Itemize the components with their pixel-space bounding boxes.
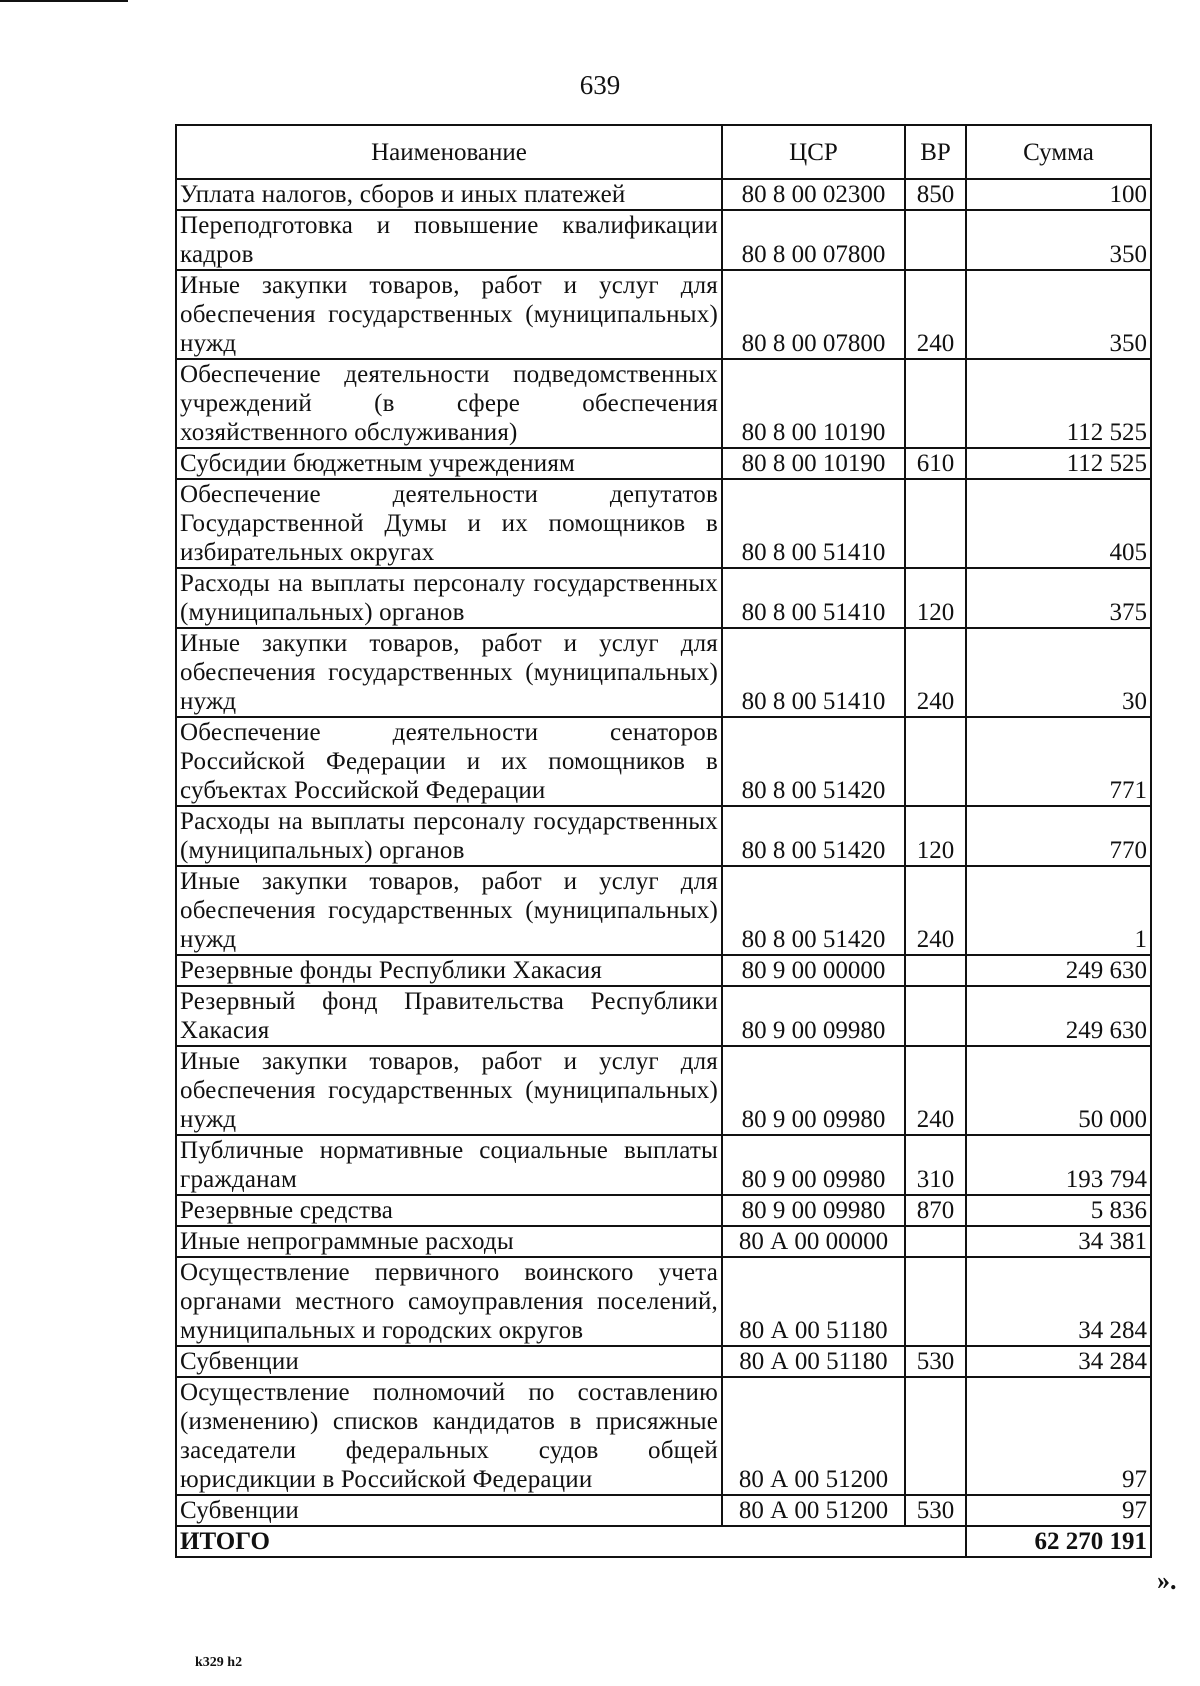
corner-scan-mark <box>0 0 128 2</box>
row-sum: 350 <box>966 270 1151 359</box>
table-row <box>176 955 1151 986</box>
row-sum: 97 <box>966 1377 1151 1495</box>
row-sum: 249 630 <box>966 955 1151 986</box>
total-label: ИТОГО <box>176 1526 966 1557</box>
row-vr: 530 <box>905 1495 966 1526</box>
row-name: Публичные нормативные социальные выплаты гражданам <box>176 1135 722 1195</box>
table-row <box>176 210 1151 270</box>
row-sum: 50 000 <box>966 1046 1151 1135</box>
total-sum: 62 270 191 <box>966 1526 1151 1557</box>
row-sum: 405 <box>966 479 1151 568</box>
row-csr: 80 9 00 09980 <box>722 1195 905 1226</box>
row-name: Иные закупки товаров, работ и услуг для обеспечения государственных (муниципальных) нужд <box>176 270 722 359</box>
table-row <box>176 806 1151 866</box>
row-name: Расходы на выплаты персоналу государственных (муниципальных) органов <box>176 806 722 866</box>
row-csr: 80 А 00 51200 <box>722 1495 905 1526</box>
row-name: Резервные фонды Республики Хакасия <box>176 955 722 986</box>
table-row <box>176 866 1151 955</box>
row-csr: 80 9 00 09980 <box>722 986 905 1046</box>
row-vr <box>905 717 966 806</box>
row-sum: 5 836 <box>966 1195 1151 1226</box>
row-sum: 770 <box>966 806 1151 866</box>
budget-table <box>175 124 1152 1558</box>
row-name: Расходы на выплаты персоналу государственных (муниципальных) органов <box>176 568 722 628</box>
row-vr: 850 <box>905 179 966 210</box>
row-csr: 80 8 00 10190 <box>722 448 905 479</box>
row-name: Обеспечение деятельности подведомственных учреждений (в сфере обеспечения хозяйственного обслуживания) <box>176 359 722 448</box>
header-csr: ЦСР <box>722 125 905 179</box>
row-csr: 80 8 00 51410 <box>722 479 905 568</box>
row-sum: 34 381 <box>966 1226 1151 1257</box>
row-vr: 240 <box>905 1046 966 1135</box>
row-sum: 30 <box>966 628 1151 717</box>
row-vr: 240 <box>905 628 966 717</box>
row-name: Резервные средства <box>176 1195 722 1226</box>
row-name: Уплата налогов, сборов и иных платежей <box>176 179 722 210</box>
row-csr: 80 8 00 10190 <box>722 359 905 448</box>
row-vr: 120 <box>905 568 966 628</box>
table-body <box>176 179 1151 1526</box>
row-csr: 80 8 00 51410 <box>722 568 905 628</box>
row-name: Субвенции <box>176 1495 722 1526</box>
row-vr <box>905 1226 966 1257</box>
row-csr: 80 8 00 02300 <box>722 179 905 210</box>
table-row <box>176 1346 1151 1377</box>
table-row <box>176 1135 1151 1195</box>
table-row <box>176 1226 1151 1257</box>
table-row <box>176 1377 1151 1495</box>
row-sum: 375 <box>966 568 1151 628</box>
row-sum: 34 284 <box>966 1257 1151 1346</box>
row-vr <box>905 479 966 568</box>
row-csr: 80 А 00 00000 <box>722 1226 905 1257</box>
table-row <box>176 628 1151 717</box>
row-name: Иные непрограммные расходы <box>176 1226 722 1257</box>
row-name: Резервный фонд Правительства Республики Хакасия <box>176 986 722 1046</box>
row-sum: 97 <box>966 1495 1151 1526</box>
row-sum: 34 284 <box>966 1346 1151 1377</box>
row-sum: 771 <box>966 717 1151 806</box>
table-row <box>176 479 1151 568</box>
row-vr: 310 <box>905 1135 966 1195</box>
row-name: Переподготовка и повышение квалификации кадров <box>176 210 722 270</box>
table-row <box>176 1257 1151 1346</box>
row-csr: 80 9 00 00000 <box>722 955 905 986</box>
row-sum: 249 630 <box>966 986 1151 1046</box>
row-sum: 193 794 <box>966 1135 1151 1195</box>
row-vr: 530 <box>905 1346 966 1377</box>
row-name: Осуществление первичного воинского учета органами местного самоуправления поселений, муниципальных и городских округов <box>176 1257 722 1346</box>
table-row <box>176 1195 1151 1226</box>
row-vr <box>905 1377 966 1495</box>
row-sum: 100 <box>966 179 1151 210</box>
header-name: Наименование <box>176 125 722 179</box>
table-header-row <box>176 125 1151 179</box>
row-vr <box>905 210 966 270</box>
table-row <box>176 568 1151 628</box>
row-sum: 112 525 <box>966 448 1151 479</box>
row-sum: 350 <box>966 210 1151 270</box>
closing-quote: ». <box>1157 1566 1177 1595</box>
total-row <box>176 1526 1151 1557</box>
row-sum: 112 525 <box>966 359 1151 448</box>
row-csr: 80 А 00 51180 <box>722 1257 905 1346</box>
row-vr <box>905 955 966 986</box>
table-row <box>176 1495 1151 1526</box>
row-vr <box>905 1257 966 1346</box>
row-csr: 80 8 00 07800 <box>722 210 905 270</box>
row-csr: 80 8 00 51420 <box>722 717 905 806</box>
row-vr <box>905 986 966 1046</box>
header-vr: ВР <box>905 125 966 179</box>
row-vr: 120 <box>905 806 966 866</box>
row-csr: 80 9 00 09980 <box>722 1046 905 1135</box>
page-number: 639 <box>579 70 621 100</box>
row-vr: 240 <box>905 270 966 359</box>
table-row <box>176 359 1151 448</box>
row-name: Обеспечение деятельности депутатов Государственной Думы и их помощников в избирательных округах <box>176 479 722 568</box>
table-row <box>176 270 1151 359</box>
row-sum: 1 <box>966 866 1151 955</box>
document-code: k329 h2 <box>195 1655 243 1670</box>
row-name: Иные закупки товаров, работ и услуг для обеспечения государственных (муниципальных) нужд <box>176 866 722 955</box>
table-row <box>176 448 1151 479</box>
row-csr: 80 8 00 51420 <box>722 866 905 955</box>
row-name: Обеспечение деятельности сенаторов Российской Федерации и их помощников в субъектах Российской Федерации <box>176 717 722 806</box>
row-name: Осуществление полномочий по составлению (изменению) списков кандидатов в присяжные заседатели федеральных судов общей юрисдикции в Российской Федерации <box>176 1377 722 1495</box>
row-csr: 80 8 00 51420 <box>722 806 905 866</box>
row-name: Иные закупки товаров, работ и услуг для обеспечения государственных (муниципальных) нужд <box>176 628 722 717</box>
row-csr: 80 А 00 51200 <box>722 1377 905 1495</box>
row-csr: 80 9 00 09980 <box>722 1135 905 1195</box>
row-csr: 80 А 00 51180 <box>722 1346 905 1377</box>
row-vr: 870 <box>905 1195 966 1226</box>
row-vr: 240 <box>905 866 966 955</box>
table-row <box>176 717 1151 806</box>
header-sum: Сумма <box>966 125 1151 179</box>
row-csr: 80 8 00 07800 <box>722 270 905 359</box>
table-row <box>176 1046 1151 1135</box>
row-csr: 80 8 00 51410 <box>722 628 905 717</box>
row-vr <box>905 359 966 448</box>
table-row <box>176 986 1151 1046</box>
row-name: Субсидии бюджетным учреждениям <box>176 448 722 479</box>
row-name: Иные закупки товаров, работ и услуг для обеспечения государственных (муниципальных) нужд <box>176 1046 722 1135</box>
row-vr: 610 <box>905 448 966 479</box>
table-row <box>176 179 1151 210</box>
row-name: Субвенции <box>176 1346 722 1377</box>
